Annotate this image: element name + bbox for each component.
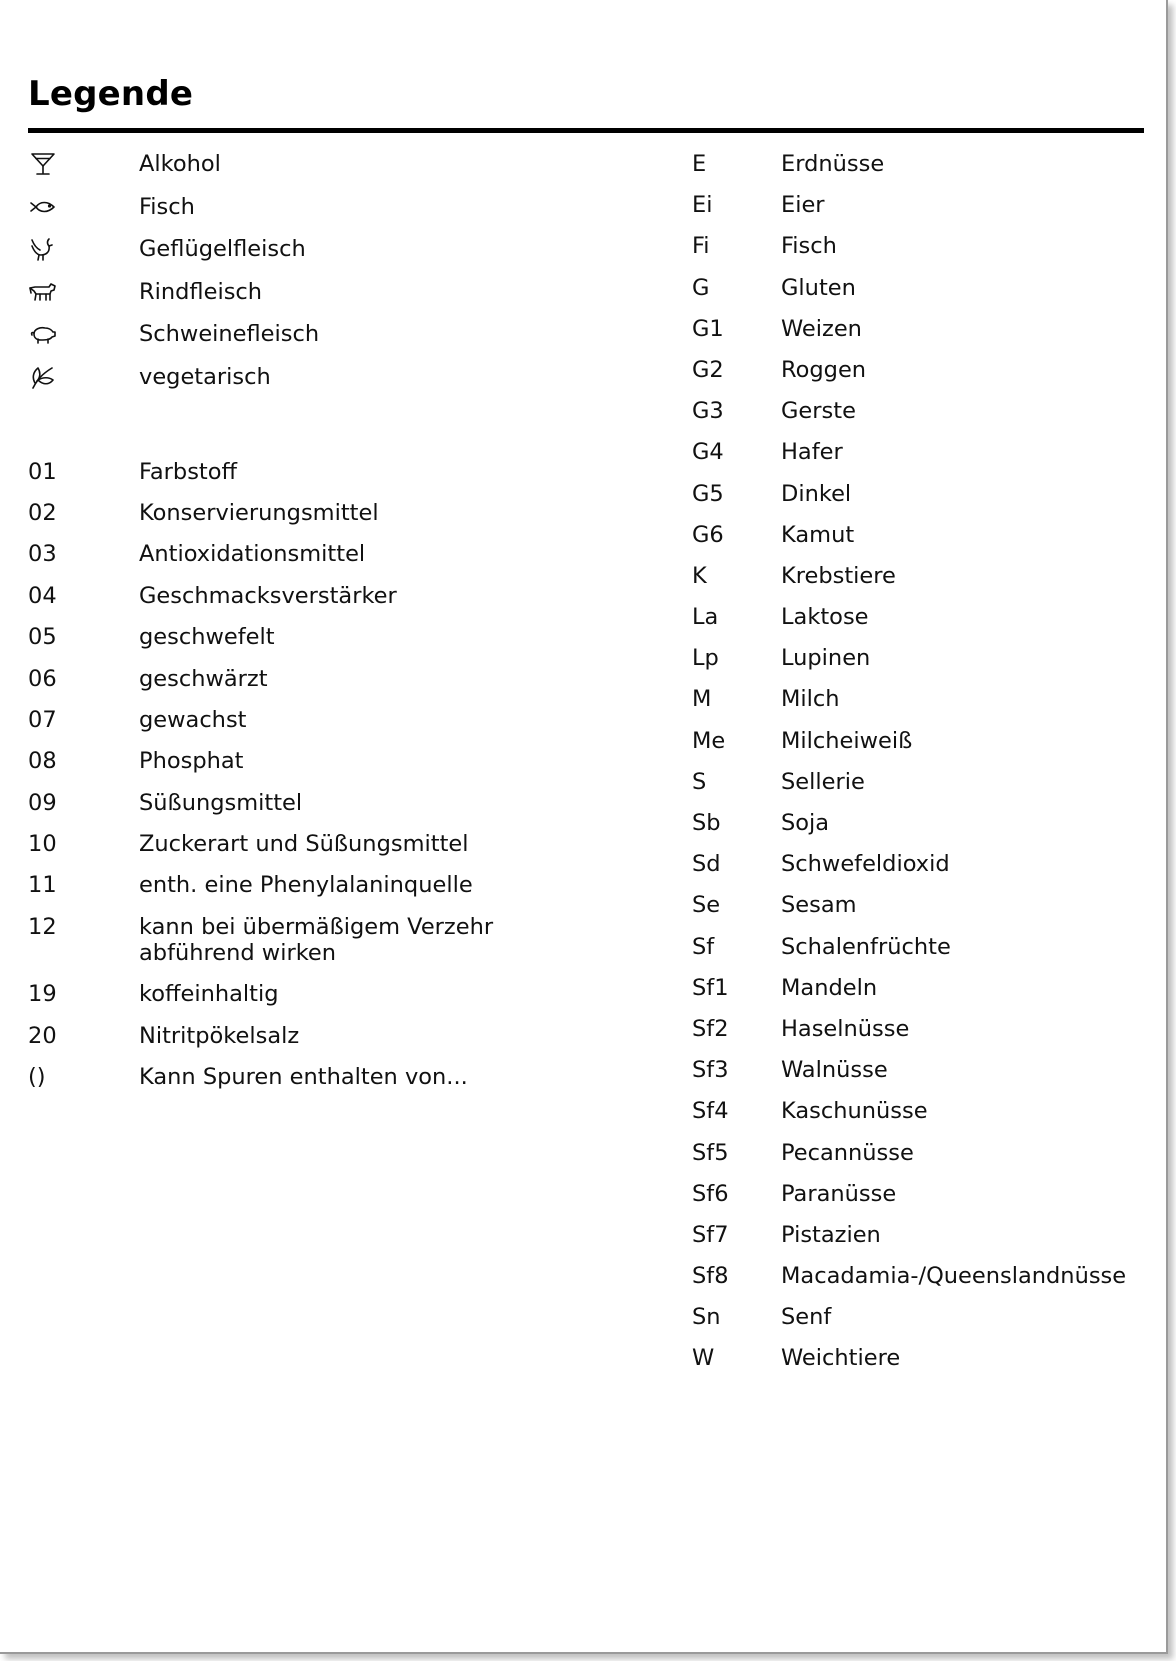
allergen-code: Sn [692,1304,721,1331]
allergen-label: Lupinen [781,645,871,672]
allergen-row [692,851,1152,892]
legend-row-alkohol [28,151,648,194]
allergen-code: G [692,274,710,301]
allergen-row [692,357,1152,398]
additive-code: 01 [28,458,57,485]
allergen-code: Sf5 [692,1139,729,1166]
allergen-label: Laktose [781,604,869,631]
additive-row [28,1064,648,1105]
additive-row [28,872,648,913]
legend-row-schweinefleisch [28,321,648,364]
allergen-code: Sf6 [692,1180,729,1207]
allergen-code: M [692,686,712,713]
allergen-label: Sellerie [781,768,865,795]
allergen-code: Sf8 [692,1263,729,1290]
allergen-code: Sf7 [692,1221,729,1248]
additive-label: Nitritpökelsalz [139,1022,300,1049]
legend-label: vegetarisch [139,363,271,390]
allergen-code: La [692,604,719,631]
allergen-row [692,233,1152,274]
page-title: Legende [28,74,194,114]
allergen-label: Fisch [781,233,837,260]
allergen-code: Lp [692,645,719,672]
additive-code: 11 [28,872,57,899]
additive-code: () [28,1064,46,1091]
legend-row-vegetarisch [28,364,648,407]
additive-code: 04 [28,582,57,609]
additive-label: geschwärzt [139,665,268,692]
allergen-label: Haselnüsse [781,1015,910,1042]
additive-row [28,707,648,748]
allergen-row [692,810,1152,851]
allergen-code: Sf2 [692,1015,729,1042]
allergen-row [692,1181,1152,1222]
additive-code: 03 [28,541,57,568]
legend-right-column [692,151,1152,1387]
additive-row [28,541,648,582]
additive-label: enth. eine Phenylalaninquelle [139,872,473,899]
additive-label: Konservierungsmittel [139,499,379,526]
additive-code: 08 [28,748,57,775]
additive-label: gewachst [139,706,247,733]
allergen-row [692,563,1152,604]
allergen-code: G3 [692,398,724,425]
allergen-code: G4 [692,439,724,466]
allergen-label: Schwefeldioxid [781,851,950,878]
additive-row [28,624,648,665]
allergen-label: Weichtiere [781,1345,901,1372]
additive-row [28,790,648,831]
legend-label: Rindfleisch [139,278,263,305]
additive-row [28,831,648,872]
cocktail-glass-icon [28,151,139,177]
additive-label: Antioxidationsmittel [139,541,366,568]
allergen-code: Sb [692,810,721,836]
additive-row [28,1023,648,1064]
allergen-label: Gerste [781,398,856,425]
allergen-code: S [692,768,707,795]
allergen-row [692,1098,1152,1139]
additive-row [28,914,648,981]
allergen-code: Sf [692,933,715,960]
legend-row-rindfleisch [28,279,648,322]
additive-row [28,981,648,1022]
additive-label: koffeinhaltig [139,981,279,1008]
allergen-label: Roggen [781,356,867,383]
allergen-row [692,892,1152,933]
leaf-icon [28,364,139,390]
legend-label: Schweinefleisch [139,321,320,348]
allergen-row [692,1016,1152,1057]
allergen-row [692,1057,1152,1098]
allergen-row [692,522,1152,563]
allergen-code: Se [692,892,721,919]
allergen-label: Erdnüsse [781,151,885,177]
allergen-label: Krebstiere [781,562,896,589]
additive-code: 09 [28,789,57,816]
allergen-row [692,604,1152,645]
additive-code: 07 [28,706,57,733]
legend-label: Fisch [139,193,195,220]
allergen-label: Paranüsse [781,1180,897,1207]
allergen-row [692,975,1152,1016]
allergen-code: G1 [692,315,724,342]
allergen-row [692,192,1152,233]
allergen-label: Senf [781,1304,832,1331]
allergen-code: G6 [692,521,724,548]
legend-row-fisch [28,194,648,237]
allergen-label: Sesam [781,892,857,919]
additive-row [28,500,648,541]
additive-code: 12 [28,913,57,940]
allergen-row [692,728,1152,769]
allergen-label: Kaschunüsse [781,1098,928,1125]
allergen-label: Eier [781,192,825,219]
additive-label: Geschmacksverstärker [139,582,397,609]
additive-code: 10 [28,831,57,858]
allergen-code: E [692,151,707,177]
additive-label: geschwefelt [139,624,275,651]
allergen-label: Macadamia-/Queenslandnüsse [781,1263,1127,1290]
title-divider [28,128,1144,133]
allergen-label: Soja [781,810,830,836]
additive-code: 06 [28,665,57,692]
allergen-row [692,439,1152,480]
allergen-label: Weizen [781,315,862,342]
legend-label: Alkohol [139,151,221,177]
pig-icon [28,321,139,347]
additive-label: kann bei übermäßigem Verzehr abführend wirken [139,913,494,966]
additive-label: Zuckerart und Süßungsmittel [139,831,469,858]
allergen-row [692,1345,1152,1386]
allergen-row [692,1140,1152,1181]
legend-label: Geflügelfleisch [139,236,306,263]
allergen-row [692,151,1152,192]
allergen-code: G5 [692,480,724,507]
allergen-row [692,1222,1152,1263]
allergen-row [692,275,1152,316]
allergen-label: Milcheiweiß [781,727,913,754]
fish-icon [28,194,139,220]
allergen-code: G2 [692,356,724,383]
cow-icon [28,279,139,305]
allergen-code: K [692,562,707,589]
additive-label: Phosphat [139,748,244,775]
allergen-label: Milch [781,686,840,713]
allergen-label: Pecannüsse [781,1139,914,1166]
additive-label: Kann Spuren enthalten von... [139,1064,468,1091]
allergen-label: Pistazien [781,1221,881,1248]
additive-label: Farbstoff [139,458,238,485]
allergen-code: Fi [692,233,710,260]
allergen-label: Mandeln [781,974,878,1001]
chicken-icon [28,236,139,262]
allergen-row [692,1263,1152,1304]
additive-code: 19 [28,981,57,1008]
additive-label: Süßungsmittel [139,789,303,816]
additive-code: 02 [28,499,57,526]
additive-row [28,666,648,707]
allergen-label: Kamut [781,521,855,548]
allergen-row [692,686,1152,727]
allergen-label: Schalenfrüchte [781,933,951,960]
additive-row [28,583,648,624]
allergen-row [692,645,1152,686]
allergen-row [692,398,1152,439]
allergen-label: Dinkel [781,480,852,507]
additive-code: 20 [28,1022,57,1049]
allergen-label: Hafer [781,439,843,466]
allergen-label: Gluten [781,274,856,301]
allergen-row [692,316,1152,357]
allergen-label: Walnüsse [781,1057,888,1084]
allergen-row [692,1304,1152,1345]
allergen-code: Ei [692,192,713,219]
allergen-code: Sd [692,851,721,878]
allergen-row [692,934,1152,975]
legend-row-gefluegelfleisch [28,236,648,279]
allergen-code: W [692,1345,715,1372]
allergen-row [692,769,1152,810]
additive-row [28,748,648,789]
allergen-code: Sf1 [692,974,729,1001]
allergen-code: Sf4 [692,1098,729,1125]
additive-code: 05 [28,624,57,651]
allergen-code: Me [692,727,726,754]
allergen-row [692,481,1152,522]
additive-row [28,459,648,500]
legend-left-column [28,151,648,1105]
allergen-code: Sf3 [692,1057,729,1084]
section-spacer [28,407,648,459]
